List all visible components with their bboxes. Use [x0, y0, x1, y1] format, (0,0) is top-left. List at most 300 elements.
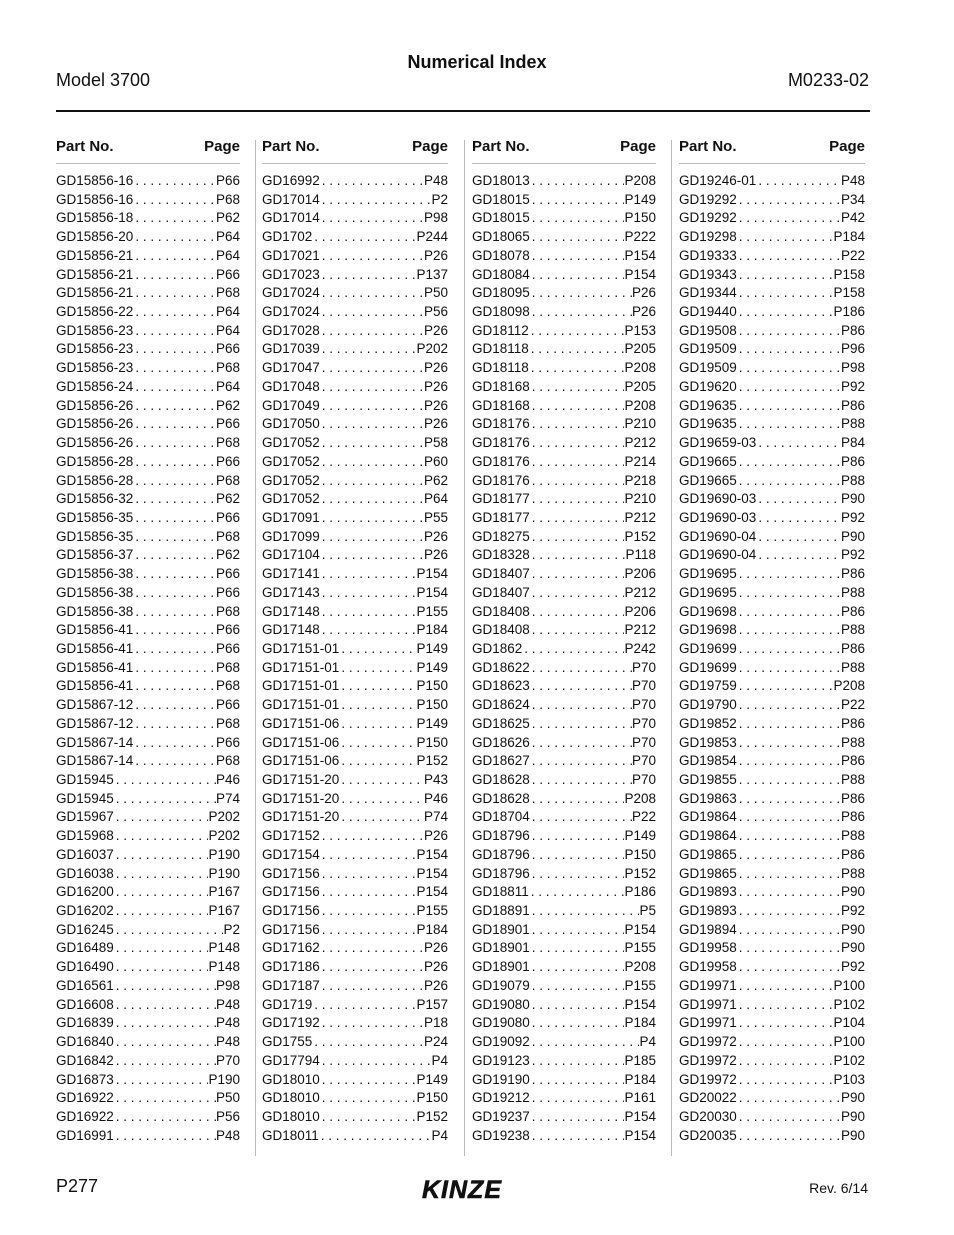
index-entry — [679, 865, 865, 884]
index-entry — [262, 284, 448, 303]
dot-leader — [737, 303, 834, 322]
part-number: GD18065 — [472, 229, 530, 245]
index-entry — [56, 1071, 240, 1090]
dot-leader — [320, 1089, 417, 1108]
dot-leader — [114, 1033, 216, 1052]
dot-leader — [320, 434, 424, 453]
dot-leader — [737, 1071, 834, 1090]
dot-leader — [530, 303, 632, 322]
index-entry — [472, 378, 656, 397]
part-number: GD19695 — [679, 584, 737, 600]
page-reference: P90 — [840, 528, 865, 544]
dot-leader — [320, 902, 417, 921]
dot-leader — [530, 621, 625, 640]
dot-leader — [737, 659, 841, 678]
page-reference: P22 — [840, 247, 865, 263]
part-number: GD15856-38 — [56, 603, 134, 619]
dot-leader — [114, 1014, 216, 1033]
dot-leader — [737, 1108, 841, 1127]
page-reference: P88 — [840, 828, 865, 844]
page-reference: P4 — [431, 1127, 448, 1143]
part-number: GD15856-41 — [56, 659, 134, 675]
part-number: GD16839 — [56, 1015, 114, 1031]
page-reference: P154 — [416, 584, 448, 600]
part-number: GD16922 — [56, 1108, 114, 1124]
page-reference: P58 — [423, 435, 448, 451]
index-entry — [472, 266, 656, 285]
page-reference: P88 — [840, 416, 865, 432]
dot-leader — [530, 958, 625, 977]
page-reference: P242 — [624, 640, 656, 656]
part-number: GD16200 — [56, 884, 114, 900]
index-entry — [262, 565, 448, 584]
page-reference: P214 — [624, 453, 656, 469]
index-entry — [472, 1071, 656, 1090]
dot-leader — [530, 415, 625, 434]
dot-leader — [320, 865, 417, 884]
dot-leader — [320, 1052, 432, 1071]
part-number: GD17099 — [262, 528, 320, 544]
dot-leader — [133, 603, 216, 622]
dot-leader — [737, 734, 841, 753]
index-entry — [56, 490, 240, 509]
index-entry — [56, 696, 240, 715]
index-entry — [472, 958, 656, 977]
page-reference: P210 — [624, 416, 656, 432]
index-entry — [679, 565, 865, 584]
dot-leader — [114, 1127, 216, 1146]
dot-leader — [530, 921, 625, 940]
page-reference: P96 — [840, 341, 865, 357]
index-entry — [262, 378, 448, 397]
part-number: GD18811 — [472, 884, 529, 900]
page-reference: P50 — [215, 1090, 240, 1106]
index-entry — [262, 677, 448, 696]
page-number: P277 — [56, 1176, 99, 1196]
dot-leader — [133, 378, 216, 397]
page-reference: P70 — [631, 697, 656, 713]
index-entry — [679, 1014, 865, 1033]
dot-leader — [530, 1089, 625, 1108]
dot-leader — [756, 528, 841, 547]
dot-leader — [737, 996, 834, 1015]
page-reference: P104 — [833, 1015, 865, 1031]
part-number: GD19853 — [679, 734, 737, 750]
page-reference: P152 — [416, 753, 448, 769]
page-reference: P66 — [215, 697, 240, 713]
part-number: GD17052 — [262, 435, 320, 451]
page-reference: P66 — [215, 266, 240, 282]
page-reference: P22 — [631, 809, 656, 825]
part-number: GD19695 — [679, 566, 737, 582]
dot-leader — [737, 921, 841, 940]
dot-leader — [737, 415, 841, 434]
part-number: GD17091 — [262, 509, 320, 525]
part-number: GD17050 — [262, 416, 320, 432]
index-entry — [262, 1033, 448, 1052]
index-entry — [679, 247, 865, 266]
index-entry — [679, 621, 865, 640]
part-number: GD17192 — [262, 1015, 320, 1031]
page-reference: P4 — [431, 1052, 448, 1068]
part-number: GD15856-35 — [56, 509, 134, 525]
part-number: GD18408 — [472, 622, 530, 638]
dot-leader — [530, 546, 626, 565]
page-reference: P186 — [833, 304, 865, 320]
dot-leader — [530, 1052, 625, 1071]
page-reference: P66 — [215, 509, 240, 525]
index-entry — [472, 284, 656, 303]
index-entry — [262, 846, 448, 865]
part-number: GD17151-01 — [262, 697, 340, 713]
index-entry — [472, 228, 656, 247]
page-reference: P26 — [423, 360, 448, 376]
part-number: GD17141 — [262, 566, 320, 582]
part-number: GD18011 — [262, 1127, 319, 1143]
page-reference: P208 — [624, 959, 656, 975]
index-entry — [472, 921, 656, 940]
part-number: GD18098 — [472, 304, 530, 320]
index-entry — [472, 808, 656, 827]
dot-leader — [320, 846, 417, 865]
part-number: GD19855 — [679, 772, 737, 787]
part-number: GD15856-18 — [56, 210, 134, 226]
part-number: GD15856-22 — [56, 304, 134, 320]
part-number: GD18901 — [472, 921, 530, 937]
index-entry — [262, 996, 448, 1015]
dot-leader — [530, 696, 632, 715]
dot-leader — [530, 1127, 625, 1146]
dot-leader — [530, 752, 632, 771]
index-entry — [262, 340, 448, 359]
page-reference: P26 — [423, 322, 448, 338]
page-reference: P56 — [215, 1108, 240, 1124]
index-entry — [262, 266, 448, 285]
part-number: GD16608 — [56, 996, 114, 1012]
page-reference: P208 — [624, 397, 656, 413]
page-reference: P66 — [215, 416, 240, 432]
index-entry — [262, 472, 448, 491]
part-number: GD19698 — [679, 603, 737, 619]
part-number: GD15856-28 — [56, 472, 134, 488]
part-number: GD18176 — [472, 453, 530, 469]
part-number: GD19690-04 — [679, 547, 757, 563]
page-reference: P90 — [840, 884, 865, 900]
dot-leader — [737, 603, 841, 622]
page-reference: P68 — [215, 678, 240, 694]
part-number: GD1702 — [262, 229, 313, 245]
page-reference: P90 — [840, 1090, 865, 1106]
page-reference: P152 — [624, 865, 656, 881]
part-number: GD17049 — [262, 397, 320, 413]
index-entry — [262, 621, 448, 640]
index-entry — [262, 752, 448, 771]
index-entry — [679, 883, 865, 902]
dot-leader — [339, 808, 424, 827]
page-reference: P86 — [840, 566, 865, 582]
index-entry — [262, 715, 448, 734]
index-entry — [56, 565, 240, 584]
column-divider — [464, 140, 465, 1156]
page-reference: P62 — [215, 397, 240, 413]
dot-leader — [320, 172, 424, 191]
dot-leader — [320, 565, 417, 584]
logo-text: KINZE — [422, 1176, 502, 1204]
dot-leader — [737, 1014, 834, 1033]
dot-leader — [530, 827, 625, 846]
page-reference: P154 — [624, 1127, 656, 1143]
index-entry — [56, 603, 240, 622]
page-reference: P155 — [624, 940, 656, 956]
index-entry — [56, 453, 240, 472]
page-reference: P202 — [208, 828, 240, 844]
index-entry — [56, 415, 240, 434]
page-reference: P55 — [423, 509, 448, 525]
part-number: GD16992 — [262, 173, 320, 188]
dot-leader — [114, 827, 209, 846]
index-entry — [262, 883, 448, 902]
page-reference: P152 — [416, 1108, 448, 1124]
page-reference: P90 — [840, 491, 865, 507]
page-reference: P26 — [423, 940, 448, 956]
part-number: GD19665 — [679, 453, 737, 469]
index-entry — [56, 378, 240, 397]
page-reference: P26 — [423, 397, 448, 413]
part-no-header: Part No. — [679, 138, 737, 155]
column-body — [679, 164, 865, 1145]
page-reference: P88 — [840, 772, 865, 787]
part-number: GD19246-01 — [679, 173, 757, 188]
index-entry — [472, 1014, 656, 1033]
index-entry — [472, 1089, 656, 1108]
dot-leader — [737, 715, 841, 734]
part-number: GD19690-03 — [679, 491, 757, 507]
index-entry — [472, 472, 656, 491]
part-number: GD18407 — [472, 566, 530, 582]
dot-leader — [737, 453, 841, 472]
index-entry — [679, 902, 865, 921]
index-entry — [262, 415, 448, 434]
index-entry — [679, 1052, 865, 1071]
page-reference: P42 — [840, 210, 865, 226]
dot-leader — [530, 865, 625, 884]
part-number: GD15856-24 — [56, 378, 134, 394]
part-number: GD17151-01 — [262, 659, 340, 675]
page-reference: P158 — [833, 285, 865, 301]
index-entry — [679, 603, 865, 622]
part-number: GD19344 — [679, 285, 737, 301]
part-number: GD19092 — [472, 1034, 530, 1050]
page-reference: P86 — [840, 753, 865, 769]
dot-leader — [737, 696, 841, 715]
index-entry — [56, 247, 240, 266]
page-reference: P153 — [624, 322, 656, 338]
part-number: GD17156 — [262, 921, 320, 937]
dot-leader — [737, 752, 841, 771]
index-entry — [679, 397, 865, 416]
index-entry — [262, 228, 448, 247]
index-entry — [56, 340, 240, 359]
dot-leader — [320, 340, 417, 359]
index-entry — [56, 939, 240, 958]
page-reference: P43 — [423, 772, 448, 787]
page-reference: P167 — [208, 903, 240, 919]
index-entry — [472, 790, 656, 809]
part-number: GD18796 — [472, 865, 530, 881]
page-reference: P70 — [215, 1052, 240, 1068]
index-entry — [679, 490, 865, 509]
part-number: GD16037 — [56, 846, 114, 862]
part-number: GD20022 — [679, 1090, 737, 1106]
dot-leader — [737, 1052, 834, 1071]
part-number: GD18118 — [472, 341, 529, 357]
model-name: Model 3700 — [56, 70, 151, 90]
page-reference: P62 — [215, 491, 240, 507]
dot-leader — [530, 1071, 625, 1090]
page-reference: P88 — [840, 622, 865, 638]
index-entry — [679, 734, 865, 753]
part-number: GD19635 — [679, 416, 737, 432]
dot-leader — [320, 827, 424, 846]
page-reference: P90 — [840, 940, 865, 956]
dot-leader — [756, 434, 841, 453]
part-number: GD19659-03 — [679, 435, 757, 451]
dot-leader — [320, 490, 424, 509]
page-reference: P205 — [624, 378, 656, 394]
page-reference: P26 — [423, 547, 448, 563]
index-column-2 — [262, 137, 448, 1145]
index-entry — [472, 771, 656, 790]
page-reference: P68 — [215, 360, 240, 376]
page-reference: P34 — [840, 191, 865, 207]
index-entry — [56, 640, 240, 659]
index-entry — [56, 996, 240, 1015]
part-number: GD15856-37 — [56, 547, 134, 563]
part-number: GD19852 — [679, 715, 737, 731]
page-reference: P88 — [840, 584, 865, 600]
dot-leader — [530, 677, 632, 696]
index-entry — [472, 640, 656, 659]
index-entry — [472, 528, 656, 547]
index-entry — [679, 509, 865, 528]
dot-leader — [114, 939, 209, 958]
page-reference: P150 — [416, 678, 448, 694]
index-entry — [679, 827, 865, 846]
part-number: GD19854 — [679, 753, 737, 769]
part-number: GD17023 — [262, 266, 320, 282]
part-number: GD17143 — [262, 584, 320, 600]
page-reference: P66 — [215, 734, 240, 750]
dot-leader — [737, 621, 841, 640]
part-number: GD16038 — [56, 865, 114, 881]
page-reference: P48 — [423, 173, 448, 188]
revision-label: Rev. 6/14 — [809, 1180, 868, 1196]
part-number: GD19971 — [679, 977, 737, 993]
page-reference: P86 — [840, 397, 865, 413]
part-number: GD15968 — [56, 828, 114, 844]
page-reference: P70 — [631, 734, 656, 750]
index-entry — [262, 977, 448, 996]
index-entry — [679, 1089, 865, 1108]
index-entry — [679, 172, 865, 191]
dot-leader — [530, 490, 625, 509]
part-number: GD18095 — [472, 285, 530, 301]
part-number: GD18112 — [472, 322, 529, 338]
dot-leader — [756, 490, 841, 509]
part-number: GD18177 — [472, 491, 530, 507]
part-number: GD15867-14 — [56, 753, 134, 769]
index-entry — [472, 715, 656, 734]
index-entry — [262, 921, 448, 940]
index-entry — [679, 921, 865, 940]
page-reference: P150 — [624, 846, 656, 862]
dot-leader — [320, 1071, 417, 1090]
part-number: GD19292 — [679, 191, 737, 207]
dot-leader — [133, 303, 216, 322]
part-number: GD15856-26 — [56, 416, 134, 432]
dot-leader — [133, 191, 216, 210]
index-entry — [262, 827, 448, 846]
part-number: GD18625 — [472, 715, 530, 731]
index-entry — [56, 359, 240, 378]
part-number: GD16922 — [56, 1090, 114, 1106]
part-number: GD19690-03 — [679, 509, 757, 525]
index-entry — [56, 472, 240, 491]
index-entry — [472, 546, 656, 565]
page-reference: P184 — [416, 622, 448, 638]
dot-leader — [133, 453, 216, 472]
index-entry — [472, 1108, 656, 1127]
page-reference: P222 — [624, 229, 656, 245]
page-reference: P150 — [416, 1090, 448, 1106]
dot-leader — [133, 677, 216, 696]
part-number: GD16202 — [56, 903, 114, 919]
dot-leader — [114, 921, 224, 940]
dot-leader — [320, 303, 424, 322]
dot-leader — [737, 228, 834, 247]
index-column-3 — [472, 137, 656, 1145]
page-reference: P86 — [840, 790, 865, 806]
page-reference: P48 — [215, 996, 240, 1012]
page-reference: P98 — [215, 977, 240, 993]
part-number: GD18901 — [472, 940, 530, 956]
dot-leader — [737, 883, 841, 902]
index-entry — [56, 1052, 240, 1071]
column-header — [679, 137, 865, 164]
part-number: GD19665 — [679, 472, 737, 488]
index-entry — [262, 1108, 448, 1127]
dot-leader — [133, 528, 216, 547]
page-reference: P92 — [840, 903, 865, 919]
column-divider — [255, 140, 256, 1156]
part-number: GD17151-01 — [262, 640, 340, 656]
page-reference: P149 — [624, 828, 656, 844]
dot-leader — [133, 640, 216, 659]
part-number: GD18626 — [472, 734, 530, 750]
dot-leader — [320, 546, 424, 565]
index-entry — [472, 1052, 656, 1071]
dot-leader — [114, 1052, 216, 1071]
index-entry — [679, 659, 865, 678]
header-rule — [56, 110, 870, 112]
part-number: GD15856-21 — [56, 266, 134, 282]
index-entry — [56, 1108, 240, 1127]
page-reference: P66 — [215, 173, 240, 188]
dot-leader — [530, 397, 625, 416]
part-number: GD17162 — [262, 940, 320, 956]
part-number: GD17052 — [262, 453, 320, 469]
dot-leader — [737, 1089, 841, 1108]
